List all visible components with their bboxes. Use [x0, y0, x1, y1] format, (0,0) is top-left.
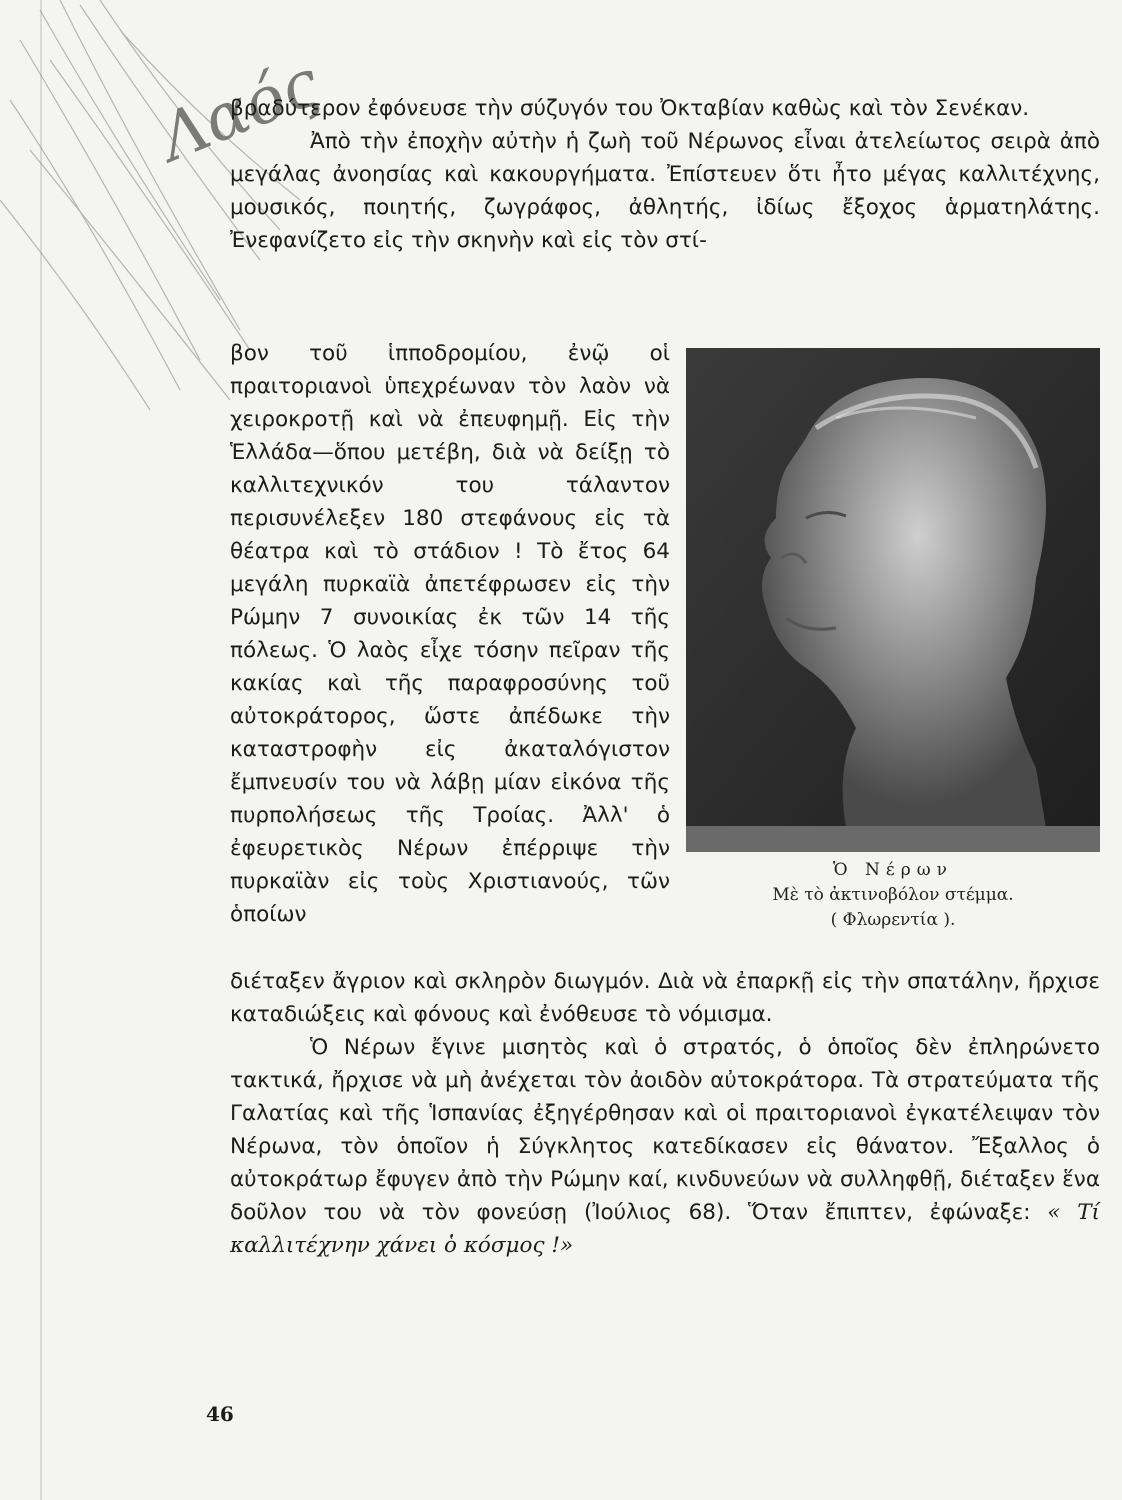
caption-line-2: ( Φλωρεντία ).	[830, 910, 956, 930]
caption-line-1: Μὲ τὸ ἀκτινοβόλον στέμμα.	[772, 885, 1014, 905]
bottom-text-block	[230, 965, 1100, 1262]
top-text-block	[230, 92, 1100, 257]
paragraph-last	[230, 1031, 1100, 1262]
photo-caption	[686, 858, 1100, 933]
paragraph-last-text: Ὁ Νέρων ἔγινε μισητὸς καὶ ὁ στρατός, ὁ ὁποῖος δὲν ἐπληρώνετο τακτικά, ἤρχισε νὰ μὴ ἀνέχεται τὸν ἀοιδὸν αὐτοκράτορα. Τὰ στρατεύματα τῆς Γαλατίας καὶ τῆς Ἱσπανίας ἐξηγέρθησαν καὶ οἱ πραιτοριανοὶ ἐγκατέλειψαν τὸν Νέρωνα, τὸν ὁποῖον ἡ Σύγκλητος κατεδίκασεν εἰς θάνατον. Ἔξαλλος ὁ αὐτοκράτωρ ἔφυγεν ἀπὸ τὴν Ρώμην καί, κινδυνεύων νὰ συλληφθῇ, διέταξεν ἕνα δοῦλον του νὰ τὸν φονεύσῃ (Ἰούλιος 68). Ὅταν ἔπιπτεν, ἐφώναξε:	[230, 1035, 1100, 1225]
caption-title: Ὁ Νέρων	[833, 860, 953, 880]
paragraph-2: Ἀπὸ τὴν ἐποχὴν αὐτὴν ἡ ζωὴ τοῦ Νέρωνος εἶναι ἀτελείωτος σειρὰ ἀπὸ μεγάλας ἀνοησίας καὶ κακουργήματα. Ἐπίστευεν ὅτι ἦτο μέγας καλλιτέχνης, μουσικός, ποιητής, ζωγράφος, ἀθλητής, ἰδίως ἔξοχος ἁρματηλάτης. Ἐνεφανίζετο εἰς τὴν σκηνὴν καὶ εἰς τὸν στί-	[230, 129, 1100, 253]
handwritten-note: Λαός	[149, 46, 330, 177]
final-quote: « Τί καλλιτέχνην χάνει ὁ κόσμος !»	[230, 1200, 1100, 1258]
paragraph-wrapped: βον τοῦ ἱπποδρομίου, ἐνῷ οἱ πραιτοριανοὶ ὑπεχρέωναν τὸν λαὸν νὰ χειροκροτῇ καὶ νὰ ἐπευφημῇ. Εἰς τὴν Ἑλλάδα—ὅπου μετέβη, διὰ νὰ δείξῃ τὸ καλλιτεχνικόν του τάλαντον περισυνέλεξεν 180 στεφάνους εἰς τὰ θέατρα καὶ τὸ στάδιον ! Τὸ ἔτος 64 μεγάλη πυρκαϊὰ ἀπετέφρωσεν εἰς τὴν Ρώμην 7 συνοικίας ἐκ τῶν 14 τῆς πόλεως. Ὁ λαὸς εἶχε τόσην πεῖραν τῆς κακίας καὶ τῆς παραφροσύνης τοῦ αὐτοκράτορος, ὥστε ἀπέδωκε τὴν καταστροφὴν εἰς ἀκαταλόγιστον ἔμπνευσίν του νὰ λάβῃ μίαν εἰκόνα τῆς πυρπολήσεως τῆς Τροίας. Ἀλλ' ὁ ἐφευρετικὸς Νέρων ἐπέρριψε τὴν πυρκαϊὰν εἰς τοὺς Χριστιανούς, τῶν ὁποίων	[230, 341, 670, 927]
wrapped-text-block	[230, 337, 670, 931]
paragraph-1: βραδύτερον ἐφόνευσε τὴν σύζυγόν του Ὀκταβίαν καθὼς καὶ τὸν Σενέκαν.	[230, 96, 1030, 121]
paragraph-continued: διέταξεν ἄγριον καὶ σκληρὸν διωγμόν. Διὰ νὰ ἐπαρκῇ εἰς τὴν σπατάλην, ἤρχισε καταδιώξεις καὶ φόνους καὶ ἐνόθευσε τὸ νόμισμα.	[230, 969, 1100, 1027]
page-number: 46	[206, 1402, 234, 1426]
nero-bust-photo	[686, 348, 1100, 852]
